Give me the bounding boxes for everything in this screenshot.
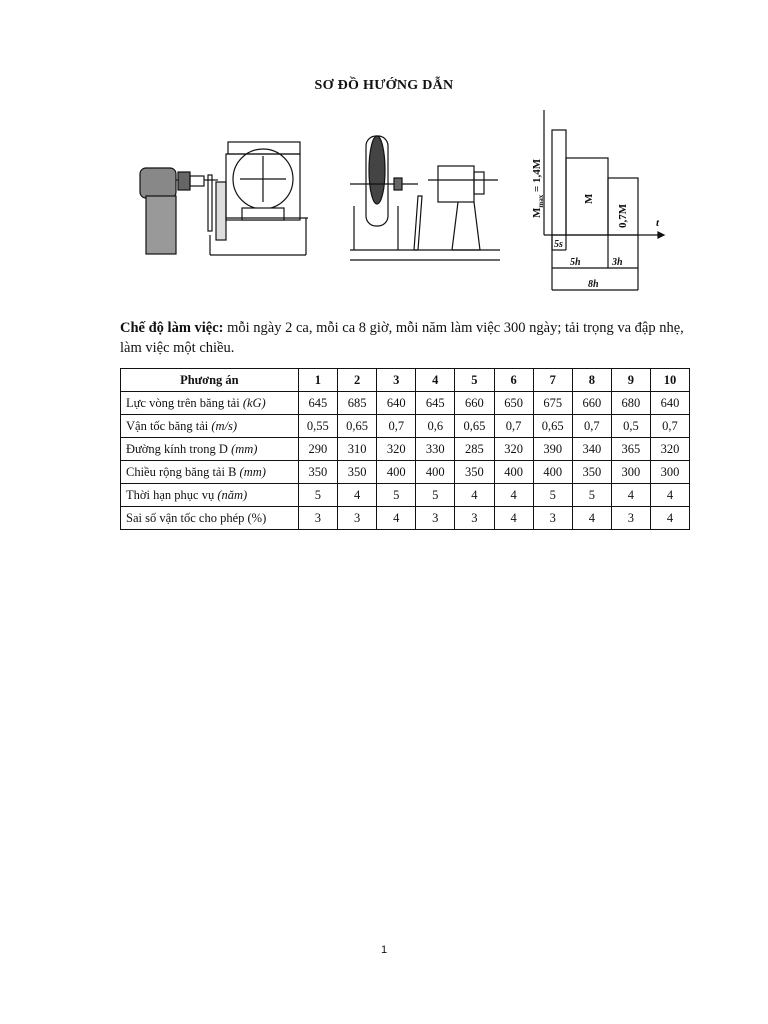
table-cell: 0,65	[455, 415, 494, 438]
side-view-drawing	[350, 136, 500, 260]
header-col: 4	[416, 369, 455, 392]
table-row	[121, 392, 690, 415]
table-cell: 3	[611, 507, 650, 530]
table-cell: 0,7	[494, 415, 533, 438]
table-cell: 3	[533, 507, 572, 530]
table-cell: 285	[455, 438, 494, 461]
mmax-label: M	[531, 207, 543, 218]
table-cell: 5	[298, 484, 337, 507]
page-number: 1	[380, 944, 388, 956]
table-cell: 0,7	[572, 415, 611, 438]
table-cell: 645	[416, 392, 455, 415]
table-cell: 400	[494, 461, 533, 484]
working-regime-label: Chế độ làm việc:	[120, 320, 224, 336]
header-col: 3	[377, 369, 416, 392]
table-cell: 5	[533, 484, 572, 507]
front-view-drawing	[140, 142, 308, 255]
table-cell: 0,6	[416, 415, 455, 438]
table-cell: 660	[455, 392, 494, 415]
table-cell: 365	[611, 438, 650, 461]
m-label: M	[583, 193, 595, 204]
table-cell: 300	[611, 461, 650, 484]
working-regime-text: mỗi ngày 2 ca, mỗi ca 8 giờ, mỗi năm làm việc 300 ngày; tải trọng va đập nhẹ, làm việc một chiều.	[120, 320, 684, 356]
table-cell: 3	[337, 507, 376, 530]
table-cell: 350	[455, 461, 494, 484]
table-cell: 660	[572, 392, 611, 415]
header-col: 5	[455, 369, 494, 392]
svg-text:Mmax = 1,4M	[531, 158, 545, 218]
dim-5s: 5s	[554, 239, 563, 250]
table-cell: 4	[455, 484, 494, 507]
table-cell: 320	[650, 438, 689, 461]
table-cell: 4	[650, 484, 689, 507]
dim-3h: 3h	[612, 257, 623, 268]
table-cell: 0,55	[298, 415, 337, 438]
parameters-table	[120, 368, 690, 530]
table-cell: 320	[377, 438, 416, 461]
table-cell: 3	[298, 507, 337, 530]
dim-8h: 8h	[588, 279, 599, 290]
table-cell: 350	[572, 461, 611, 484]
guide-drawing	[118, 100, 678, 300]
row-label: Đường kính trong D (mm)	[121, 438, 299, 461]
header-col: 9	[611, 369, 650, 392]
table-cell: 5	[416, 484, 455, 507]
working-regime-paragraph	[120, 318, 695, 358]
table-cell: 650	[494, 392, 533, 415]
table-cell: 5	[377, 484, 416, 507]
table-row	[121, 415, 690, 438]
row-label: Vận tốc băng tải (m/s)	[121, 415, 299, 438]
table-cell: 5	[572, 484, 611, 507]
mmax-subscript: max	[537, 194, 545, 208]
table-cell: 4	[337, 484, 376, 507]
load-diagram	[544, 110, 664, 290]
table-cell: 3	[455, 507, 494, 530]
table-cell: 0,7	[650, 415, 689, 438]
table-cell: 300	[650, 461, 689, 484]
table-cell: 0,65	[337, 415, 376, 438]
table-cell: 400	[533, 461, 572, 484]
table-cell: 0,65	[533, 415, 572, 438]
header-col: 7	[533, 369, 572, 392]
table-cell: 290	[298, 438, 337, 461]
table-cell: 350	[298, 461, 337, 484]
table-cell: 390	[533, 438, 572, 461]
table-cell: 0,5	[611, 415, 650, 438]
t-axis-label: t	[656, 217, 660, 229]
table-cell: 400	[377, 461, 416, 484]
table-cell: 4	[572, 507, 611, 530]
header-col: 6	[494, 369, 533, 392]
header-col: 2	[337, 369, 376, 392]
row-label: Lực vòng trên băng tải (kG)	[121, 392, 299, 415]
row-label: Thời hạn phục vụ (năm)	[121, 484, 299, 507]
m07-label: 0,7M	[617, 203, 629, 228]
table-cell: 4	[611, 484, 650, 507]
table-cell: 320	[494, 438, 533, 461]
table-cell: 400	[416, 461, 455, 484]
table-cell: 4	[494, 484, 533, 507]
row-label: Sai số vận tốc cho phép (%)	[121, 507, 299, 530]
table-row	[121, 484, 690, 507]
header-col: 8	[572, 369, 611, 392]
table-row	[121, 438, 690, 461]
table-cell: 330	[416, 438, 455, 461]
page-title: SƠ ĐỒ HƯỚNG DẪN	[314, 78, 454, 93]
table-cell: 640	[650, 392, 689, 415]
table-cell: 685	[337, 392, 376, 415]
header-col: 1	[298, 369, 337, 392]
table-cell: 645	[298, 392, 337, 415]
row-label: Chiều rộng băng tải B (mm)	[121, 461, 299, 484]
dim-5h: 5h	[570, 257, 581, 268]
table-row	[121, 507, 690, 530]
table-row	[121, 461, 690, 484]
header-col: 10	[650, 369, 689, 392]
mmax-value: = 1,4M	[531, 158, 543, 195]
table-cell: 0,7	[377, 415, 416, 438]
header-variant-label: Phương án	[121, 369, 299, 392]
table-cell: 340	[572, 438, 611, 461]
table-cell: 4	[650, 507, 689, 530]
table-cell: 310	[337, 438, 376, 461]
table-cell: 4	[494, 507, 533, 530]
table-cell: 4	[377, 507, 416, 530]
table-cell: 675	[533, 392, 572, 415]
table-cell: 3	[416, 507, 455, 530]
table-cell: 680	[611, 392, 650, 415]
table-cell: 350	[337, 461, 376, 484]
table-cell: 640	[377, 392, 416, 415]
table-header-row	[121, 369, 690, 392]
